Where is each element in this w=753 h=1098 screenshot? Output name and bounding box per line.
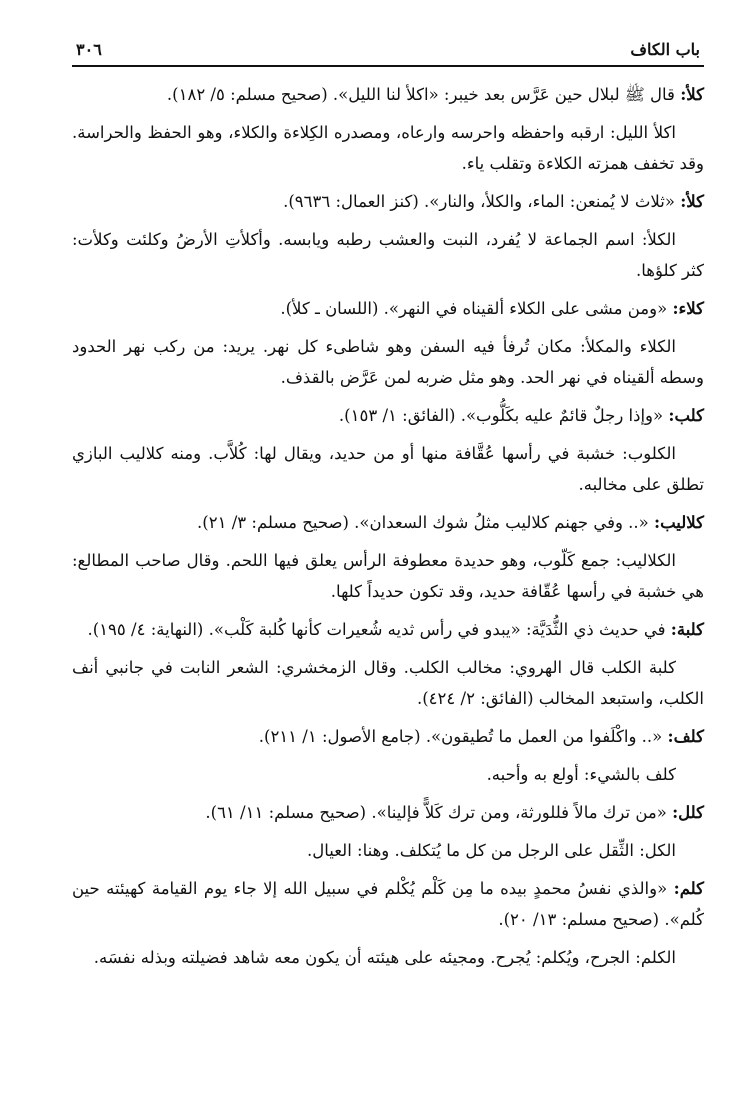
entry-paragraph	[72, 507, 704, 538]
running-header	[72, 40, 704, 67]
explanation-paragraph	[72, 545, 704, 607]
entry-headword: كلم:	[673, 879, 704, 898]
chapter-title: باب الكاف	[630, 40, 700, 59]
entry-paragraph	[72, 797, 704, 828]
explanation-paragraph	[72, 331, 704, 393]
explanation-paragraph	[72, 117, 704, 179]
entry-text: «والذي نفسُ محمدٍ بيده ما مِن كَلْم يُكْلم في سبيل الله إلا جاء يوم القيامة كهيئته حين كُلم». (صحيح مسلم: ١٣/ ٢٠).	[72, 879, 704, 929]
entry-paragraph	[72, 186, 704, 217]
entry-text: «ومن مشى على الكلاء ألقيناه في النهر». (اللسان ـ كلأ).	[280, 299, 673, 318]
entry-text: «وإذا رجلٌ قائمٌ عليه بكَلُّوب». (الفائق: ١/ ١٥٣).	[338, 406, 669, 425]
explanation-text: كلف بالشيء: أولع به وأحبه.	[486, 765, 676, 784]
explanation-paragraph	[72, 942, 704, 973]
entry-headword: كلاليب:	[654, 513, 704, 532]
entry-paragraph	[72, 293, 704, 324]
entry-headword: كلف:	[667, 727, 704, 746]
book-page	[72, 40, 704, 980]
entry-headword: كلبة:	[670, 620, 704, 639]
explanation-text: كلبة الكلب قال الهروي: مخالب الكلب. وقال الزمخشري: الشعر النابت في جانبي أنف الكلب، واستبعد المخالب (الفائق: ٢/ ٤٢٤).	[72, 658, 704, 708]
explanation-paragraph	[72, 224, 704, 286]
entry-headword: كلأ:	[680, 192, 704, 211]
page-number: ٣٠٦	[76, 40, 102, 59]
entry-text: «ثلاث لا يُمنعن: الماء، والكلأ، والنار». (كنز العمال: ٩٦٣٦).	[283, 192, 681, 211]
entry-paragraph	[72, 721, 704, 752]
explanation-text: الكلاليب: جمع كَلّوب، وهو حديدة معطوفة الرأس يعلق فيها اللحم. وقال صاحب المطالع: هي خشبة في رأسها عُقّافة حديد، وقد تكون حديداً كلها.	[72, 551, 704, 601]
entry-headword: كلأ:	[680, 85, 704, 104]
entry-text: قال ﷺ لبلال حين عَرَّس بعد خيبر: «اكلأ لنا الليل». (صحيح مسلم: ٥/ ١٨٢).	[166, 85, 681, 104]
entry-paragraph	[72, 873, 704, 935]
explanation-text: الكلأ: اسم الجماعة لا يُفرد، النبت والعشب رطبه ويابسه. وأكلأتِ الأرضُ وكلئت وكلأت: كثر كلؤها.	[72, 230, 704, 280]
explanation-paragraph	[72, 652, 704, 714]
entry-headword: كلاء:	[672, 299, 704, 318]
explanation-text: الكلوب: خشبة في رأسها عُقَّافة منها أو من حديد، ويقال لها: كُلاَّب. ومنه كلاليب البازي تطلق على مخالبه.	[72, 444, 704, 494]
entry-text: «من ترك مالاً فللورثة، ومن ترك كَلاًّ فإلينا». (صحيح مسلم: ١١/ ٦١).	[205, 803, 673, 822]
explanation-paragraph	[72, 438, 704, 500]
entry-text: «.. واكْلَفوا من العمل ما تُطيقون». (جامع الأصول: ١/ ٢١١).	[258, 727, 668, 746]
explanation-text: الكل: الثِّقل على الرجل من كل ما يُتكلف. وهنا: العيال.	[306, 841, 676, 860]
entry-paragraph	[72, 614, 704, 645]
entry-headword: كلب:	[668, 406, 704, 425]
entry-text: في حديث ذي الثُّدَيَّة: «يبدو في رأس ثديه شُعيرات كأنها كُلبة كَلْب». (النهاية: ٤/ ١٩٥).	[87, 620, 671, 639]
entry-paragraph	[72, 79, 704, 110]
explanation-paragraph	[72, 759, 704, 790]
entry-headword: كلل:	[672, 803, 704, 822]
entries	[72, 79, 704, 973]
explanation-paragraph	[72, 835, 704, 866]
explanation-text: الكلم: الجرح، ويُكلم: يُجرح. ومجيئه على هيئته أن يكون معه شاهد فضيلته وبذله نفسَه.	[93, 948, 676, 967]
entry-paragraph	[72, 400, 704, 431]
entry-text: «.. وفي جهنم كلاليب مثلُ شوك السعدان». (صحيح مسلم: ٣/ ٢١).	[197, 513, 654, 532]
explanation-text: اكلأ الليل: ارقبه واحفظه واحرسه وارعاه، ومصدره الكِلاءة والكلاء، وهو الحفظ والحراسة. وقد تخفف همزته الكلاءة وتقلب ياء.	[72, 123, 704, 173]
explanation-text: الكلاء والمكلأ: مكان تُرفأ فيه السفن وهو شاطىء كل نهر. يريد: من ركب نهر الحدود وسطه ألقيناه في نهر الحد. وهو مثل ضربه لمن عَرَّض بالقذف.	[72, 337, 704, 387]
